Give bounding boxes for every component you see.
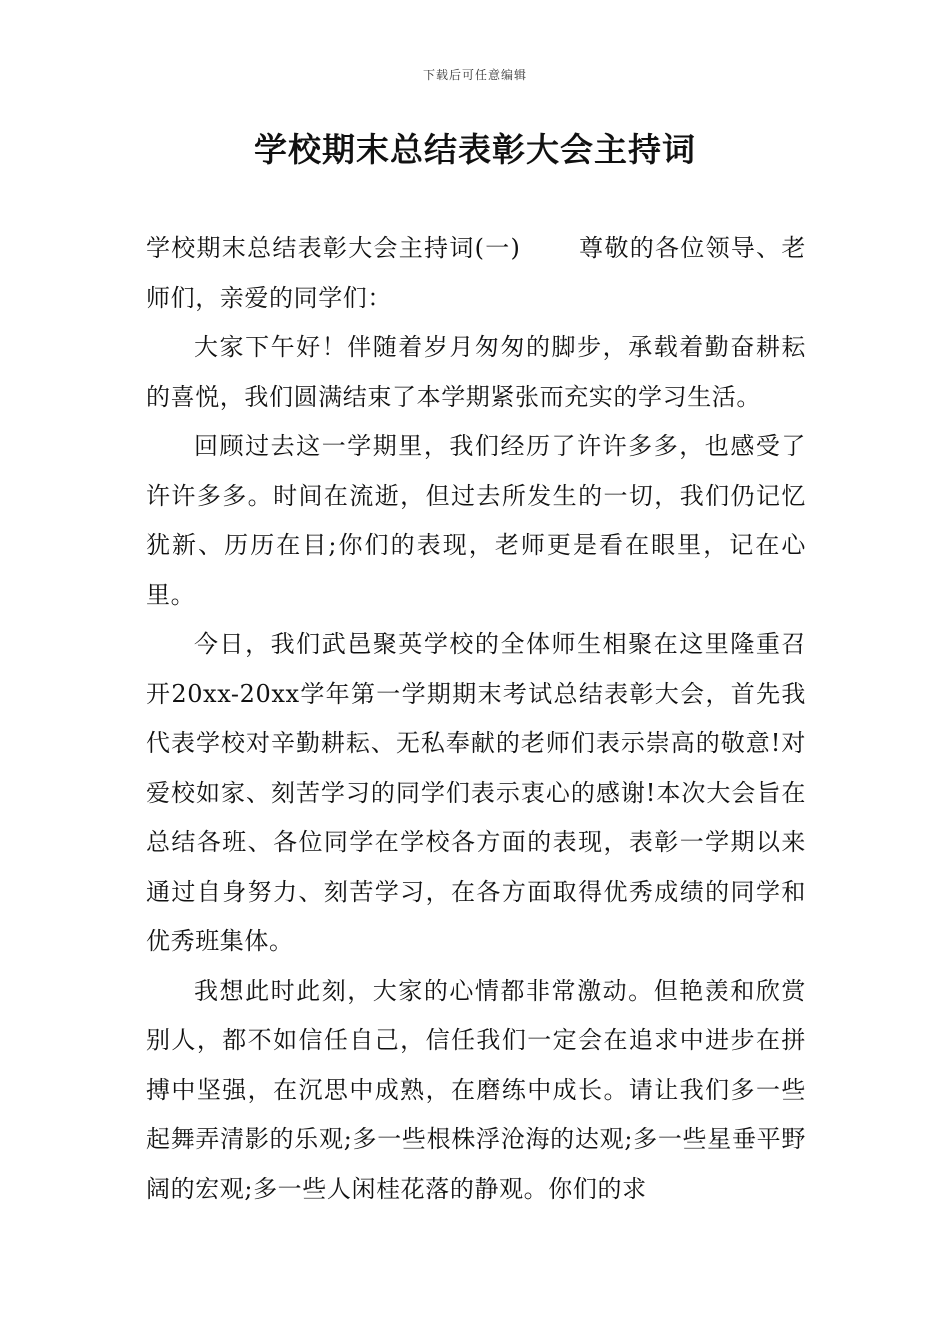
- paragraph-4: 我想此时此刻，大家的心情都非常激动。但艳羡和欣赏别人，都不如信任自己，信任我们一定会在追求中进步在拼搏中坚强，在沉思中成熟，在磨练中成长。请让我们多一些起舞弄清影的乐观;多一些根株浮沧海的达观;多一些星垂平野阔的宏观;多一些人闲桂花落的静观。你们的求: [146, 976, 806, 1203]
- paragraph-2: 回顾过去这一学期里，我们经历了许许多多，也感受了许许多多。时间在流逝，但过去所发生的一切，我们仍记忆犹新、历历在目;你们的表现，老师更是看在眼里，记在心里。: [146, 432, 806, 609]
- paragraph-1: 大家下午好！伴随着岁月匆匆的脚步，承载着勤奋耕耘的喜悦，我们圆满结束了本学期紧张而充实的学习生活。: [146, 333, 806, 411]
- document-body: [146, 224, 806, 1214]
- document-title: 学校期末总结表彰大会主持词: [254, 130, 696, 169]
- paragraph-3: 今日，我们武邑聚英学校的全体师生相聚在这里隆重召开20xx-20xx学年第一学期期末考试总结表彰大会，首先我代表学校对辛勤耕耘、无私奉献的老师们表示崇高的敬意!对爱校如家、刻苦学习的同学们表示衷心的感谢!本次大会旨在总结各班、各位同学在学校各方面的表现，表彰一学期以来通过自身努力、刻苦学习，在各方面取得优秀成绩的同学和优秀班集体。: [146, 630, 806, 955]
- intro-paragraph: [146, 224, 806, 323]
- header-note: 下载后可任意编辑: [422, 68, 527, 82]
- salutation: 尊敬的各位领导、老师们，亲爱的同学们：: [146, 234, 806, 312]
- intro-heading: 学校期末总结表彰大会主持词(一): [146, 234, 521, 262]
